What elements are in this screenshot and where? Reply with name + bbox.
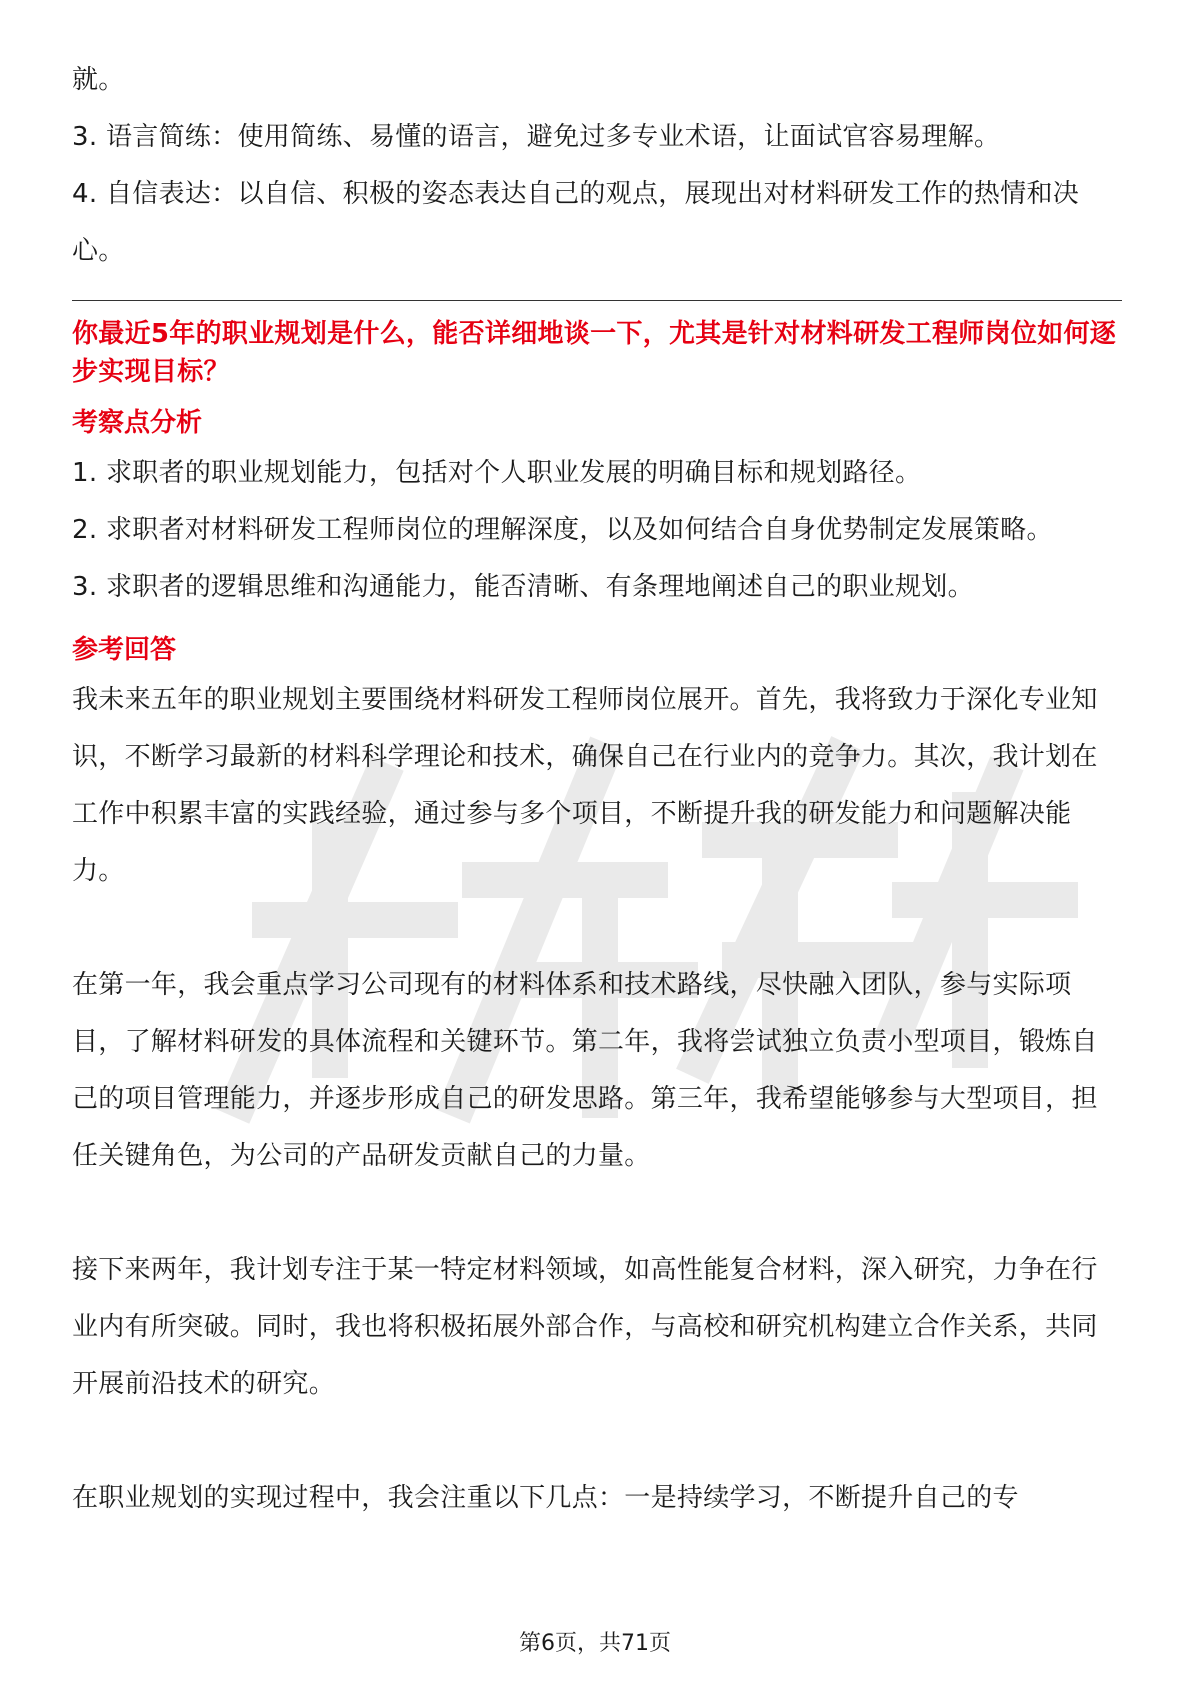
paragraph-spacer: [72, 1413, 1122, 1470]
analysis-item-1: 1. 求职者的职业规划能力，包括对个人职业发展的明确目标和规划路径。: [72, 458, 922, 488]
tip-item-4: 4. 自信表达：以自信、积极的姿态表达自己的观点，展现出对材料研发工作的热情和决心。: [72, 179, 1080, 266]
analysis-heading: 考察点分析: [72, 408, 203, 438]
analysis-item-3: 3. 求职者的逻辑思维和沟通能力，能否清晰、有条理地阐述自己的职业规划。: [72, 572, 974, 602]
tip-item-3: 3. 语言简练：使用简练、易懂的语言，避免过多专业术语，让面试官容易理解。: [72, 122, 1001, 152]
continued-text: 就。: [72, 65, 125, 95]
analysis-item-2: 2. 求职者对材料研发工程师岗位的理解深度，以及如何结合自身优势制定发展策略。: [72, 515, 1053, 545]
section-divider: [72, 300, 1122, 301]
paragraph-spacer: [72, 900, 1122, 957]
answer-paragraph-3: 接下来两年，我计划专注于某一特定材料领域，如高性能复合材料，深入研究，力争在行业内有所突破。同时，我也将积极拓展外部合作，与高校和研究机构建立合作关系，共同开展前沿技术的研究。: [72, 1255, 1098, 1399]
answer-paragraph-2: 在第一年，我会重点学习公司现有的材料体系和技术路线，尽快融入团队，参与实际项目，了解材料研发的具体流程和关键环节。第二年，我将尝试独立负责小型项目，锻炼自己的项目管理能力，并逐步形成自己的研发思路。第三年，我希望能够参与大型项目，担任关键角色，为公司的产品研发贡献自己的力量。: [72, 970, 1098, 1171]
document-body: [72, 52, 1122, 1527]
paragraph-spacer: [72, 1185, 1122, 1242]
interview-question: 你最近5年的职业规划是什么，能否详细地谈一下，尤其是针对材料研发工程师岗位如何逐步实现目标？: [72, 319, 1117, 387]
answer-paragraph-1: 我未来五年的职业规划主要围绕材料研发工程师岗位展开。首先，我将致力于深化专业知识，不断学习最新的材料科学理论和技术，确保自己在行业内的竞争力。其次，我计划在工作中积累丰富的实践经验，通过参与多个项目，不断提升我的研发能力和问题解决能力。: [72, 685, 1098, 886]
page-number-footer: 第6页，共71页: [519, 1631, 671, 1656]
answer-heading: 参考回答: [72, 635, 177, 665]
answer-paragraph-4: 在职业规划的实现过程中，我会注重以下几点：一是持续学习，不断提升自己的专: [72, 1483, 1019, 1513]
